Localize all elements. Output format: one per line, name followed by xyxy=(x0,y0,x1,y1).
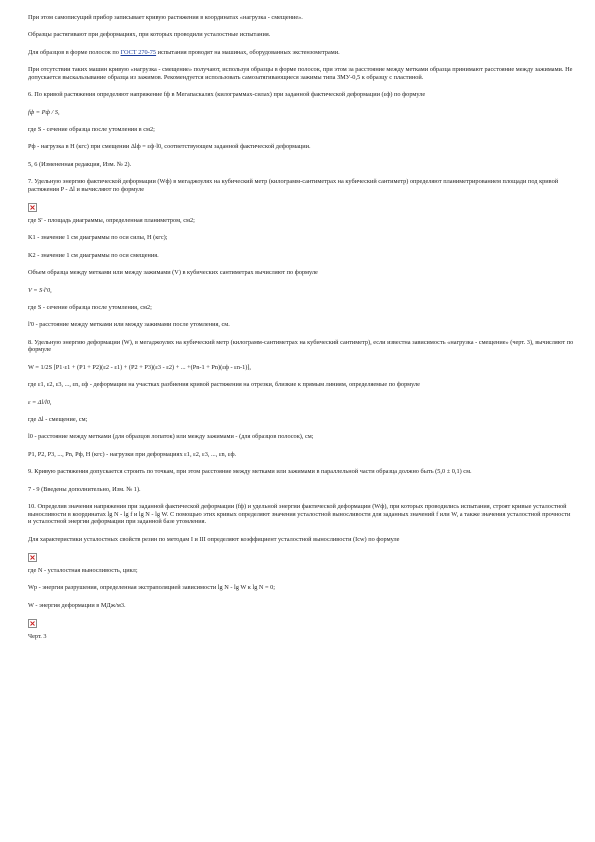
paragraph: где S' - площадь диаграммы, определенная планиметром, см2; xyxy=(28,217,195,225)
figure-caption: Черт. 3 xyxy=(28,633,47,641)
paragraph: 8. Удельную энергию деформации (W), в мегаджоулях на кубический метр (килограмм-сантиметрах на кубический сантиметр), если известна зависимость «нагрузка - смещение» (черт. 3), вычисляют по формуле xyxy=(28,338,574,354)
paragraph: где Δl - смещение, см; xyxy=(28,415,88,423)
text-fragment: испытания проводят на машинах, оборудованных экстензометрами. xyxy=(156,48,340,56)
formula-text: fф = Pф / S, xyxy=(28,108,60,116)
paragraph: P1, P2, P3, ..., Pn, Pф, Н (кгс) - нагрузки при деформациях ε1, ε2, ε3, ..., εn, εф. xyxy=(28,450,237,458)
formula-image-2 xyxy=(28,553,575,567)
paragraph: При этом самописущий прибор записывает кривую растяжения в координатах «нагрузка - смещение». xyxy=(28,14,303,21)
paragraph: где N - усталостная выносливость, цикл; xyxy=(28,566,138,574)
paragraph: Для характеристики усталостных свойств резин по методам I и III определяют коэффициент усталостной выносливости (Ісw) по формуле xyxy=(28,535,400,543)
paragraph: K1 - значение 1 см диаграммы по оси силы, Н (кгс); xyxy=(28,234,168,242)
paragraph: l0 - расстояние между метками (для образцов лопаток) или между зажимами - (для образцов полосок), см; xyxy=(28,433,314,441)
paragraph: W - энергия деформации в МДж/м3. xyxy=(28,601,126,609)
formula-line xyxy=(28,109,575,117)
chart-3-image xyxy=(28,619,575,633)
paragraph: 6. По кривой растяжения определяют напряжение fф в Мегапаскалях (килограммах-силах) при заданной фактической деформации (εф) по формуле xyxy=(28,91,426,99)
paragraph: K2 - значение 1 см диаграммы по оси смещения. xyxy=(28,251,159,259)
paragraph: При отсутствии таких машин кривую «нагрузка - смещение» получают, используя образцы в форме полосок, при этом за расстояние между метками образца принимают расстояние между зажимами. Не допускается выскальзывание образца из зажимов. Рекомендуется использовать самозатягивающиеся зажимы типа ЗМУ-0,5 к образцу с пластиной. xyxy=(28,66,573,81)
formula-line xyxy=(28,287,575,295)
paragraph: где ε1, ε2, ε3, ..., εn, εф - деформации на участках разбиения кривой растяжения на отрезки, близкие к прямым линиям, определяемые по формуле xyxy=(28,381,420,389)
formula-text: V = S·l'0, xyxy=(28,286,52,294)
formula-text: ε = Δl/l0, xyxy=(28,398,52,406)
formula-image-1 xyxy=(28,203,575,217)
formula-line xyxy=(28,399,575,407)
paragraph-with-link xyxy=(28,49,575,57)
paragraph: Объем образца между метками или между зажимами (V) в кубических сантиметрах вычисляют по формуле xyxy=(28,269,318,277)
paragraph: 10. Определив значения напряжения при заданной фактической деформации (fф) и удельной энергии фактической деформации (Wф), при которых проводились испытания, строят кривые усталостной выносливости в координатах lg N - lg f и lg N - lg W. С помощью этих кривых определяют значения усталостной выносливости для заданных значений f или W, а также значения усталостной прочности и усталостной энергии деформации при заданной базе утомления. xyxy=(28,502,571,526)
gost-270-75-link[interactable]: ГОСТ 270-75 xyxy=(120,48,157,56)
paragraph: Pф - нагрузка в Н (кгс) при смещении Δlф = εф·l0, соответствующем заданной фактической деформации. xyxy=(28,143,311,151)
broken-image-icon xyxy=(28,619,37,628)
paragraph: где S - сечение образца после утомления, см2; xyxy=(28,304,152,312)
paragraph: l'0 - расстояние между метками или между зажимами после утомления, см. xyxy=(28,321,230,329)
paragraph: 7. Удельную энергию фактической деформации (Wф) в мегаджоулях на кубический метр (килограмм-сантиметрах на кубический сантиметр) определяют планиметрированием площади под кривой растяжения P - Δl и вычисляют по формуле xyxy=(28,178,559,193)
broken-image-icon xyxy=(28,553,37,562)
paragraph: Wр - энергия разрушения, определенная экстраполяцией зависимости lg N - lg W к lg N = 0; xyxy=(28,584,276,592)
broken-image-icon xyxy=(28,203,37,212)
text-fragment: Для образцов в форме полосок по xyxy=(28,48,121,56)
paragraph: Образцы растягивают при деформациях, при которых проводили усталостные испытания. xyxy=(28,31,271,39)
formula-line: W = 1/2S [P1·ε1 + (P1 + P2)(ε2 - ε1) + (P2 + P3)(ε3 - ε2) + ... +(Pn-1 + Pn)(εф - εn-1)], xyxy=(28,363,251,371)
paragraph: где S - сечение образца после утомления в см2; xyxy=(28,125,155,133)
paragraph: 5, 6 (Измененная редакция, Изм. № 2). xyxy=(28,160,132,168)
paragraph: 7 - 9 (Введены дополнительно, Изм. № 1). xyxy=(28,485,141,493)
paragraph: 9. Кривую растяжения допускается строить по точкам, при этом расстояние между метками или зажимами в параллельной части образца должно быть (5,0 ± 0,1) см. xyxy=(28,468,472,476)
